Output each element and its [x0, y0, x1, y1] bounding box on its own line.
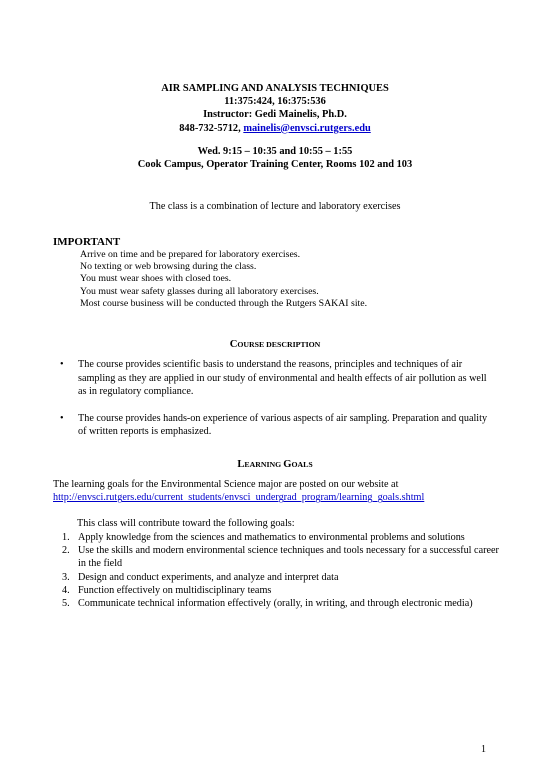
important-heading: IMPORTANT	[53, 236, 121, 248]
course-title: AIR SAMPLING AND ANALYSIS TECHNIQUES	[161, 83, 389, 94]
course-description-heading: COURSE DESCRIPTION	[229, 339, 321, 350]
goal-number: 1.	[62, 532, 70, 543]
description-text: The course provides scientific basis to understand the reasons, principles and techniques of air sampling as they are applied in our study of environmental and health effects of air pollution as well as in regulatory compliance.	[78, 359, 487, 398]
course-header	[0, 82, 550, 171]
goal-item	[62, 531, 507, 544]
goal-text: Communicate technical information effectively (orally, in writing, and through electronic media)	[78, 598, 473, 610]
learning-goals-intro	[53, 478, 424, 505]
learning-goals-heading: LEARNING GOALS	[237, 459, 313, 470]
course-numbers: 11:375:424, 16:375:536	[224, 96, 326, 108]
goal-number: 4.	[62, 584, 70, 596]
goal-item	[62, 544, 507, 570]
class-intro: The class is a combination of lecture and laboratory exercises	[149, 201, 401, 212]
goal-text: Design and conduct experiments, and analyze and interpret data	[78, 571, 339, 583]
important-item: You must wear safety glasses during all laboratory exercises.	[80, 285, 319, 297]
goal-item	[62, 571, 507, 584]
goal-number: 5.	[62, 598, 70, 610]
important-item: Most course business will be conducted through the Rutgers SAKAI site.	[80, 297, 368, 309]
page-number: 1	[481, 744, 486, 755]
description-bullet	[56, 358, 496, 399]
goal-item	[62, 584, 507, 597]
goals-list	[62, 531, 507, 610]
important-list	[80, 249, 367, 310]
goal-number: 3.	[62, 571, 70, 583]
goal-text: Function effectively on multidisciplinary teams	[78, 584, 272, 596]
learning-goals-text: The learning goals for the Environmental Science major are posted on our website at	[53, 479, 399, 490]
goal-number: 2.	[62, 545, 70, 557]
bullet-icon: •	[60, 412, 64, 424]
important-item: Arrive on time and be prepared for laboratory exercises.	[80, 249, 301, 260]
phone-number: 848-732-5712,	[179, 122, 241, 134]
contact-line	[0, 122, 550, 135]
description-bullet	[56, 412, 496, 439]
important-item: You must wear shoes with closed toes.	[80, 273, 232, 285]
course-description-list	[56, 358, 496, 452]
goal-item	[62, 597, 507, 610]
bullet-icon: •	[60, 359, 64, 370]
contribution-statement: This class will contribute toward the following goals:	[77, 518, 295, 529]
instructor-name: Instructor: Gedi Mainelis, Ph.D.	[203, 109, 347, 121]
email-link[interactable]: mainelis@envsci.rutgers.edu	[243, 122, 371, 134]
class-schedule: Wed. 9:15 – 10:35 and 10:55 – 1:55	[197, 145, 353, 157]
class-location: Cook Campus, Operator Training Center, Rooms 102 and 103	[137, 159, 413, 171]
important-item: No texting or web browsing during the class.	[80, 261, 257, 273]
learning-goals-link[interactable]: http://envsci.rutgers.edu/current_students/envsci_undergrad_program/learning_goals.shtml	[53, 492, 425, 504]
description-text: The course provides hands-on experience of various aspects of air sampling. Preparation and quality of written reports is emphasized.	[78, 412, 488, 438]
goal-text: Apply knowledge from the sciences and mathematics to environmental problems and solutions	[78, 532, 465, 543]
goal-text: Use the skills and modern environmental science techniques and tools necessary for a successful career in the field	[78, 545, 499, 570]
